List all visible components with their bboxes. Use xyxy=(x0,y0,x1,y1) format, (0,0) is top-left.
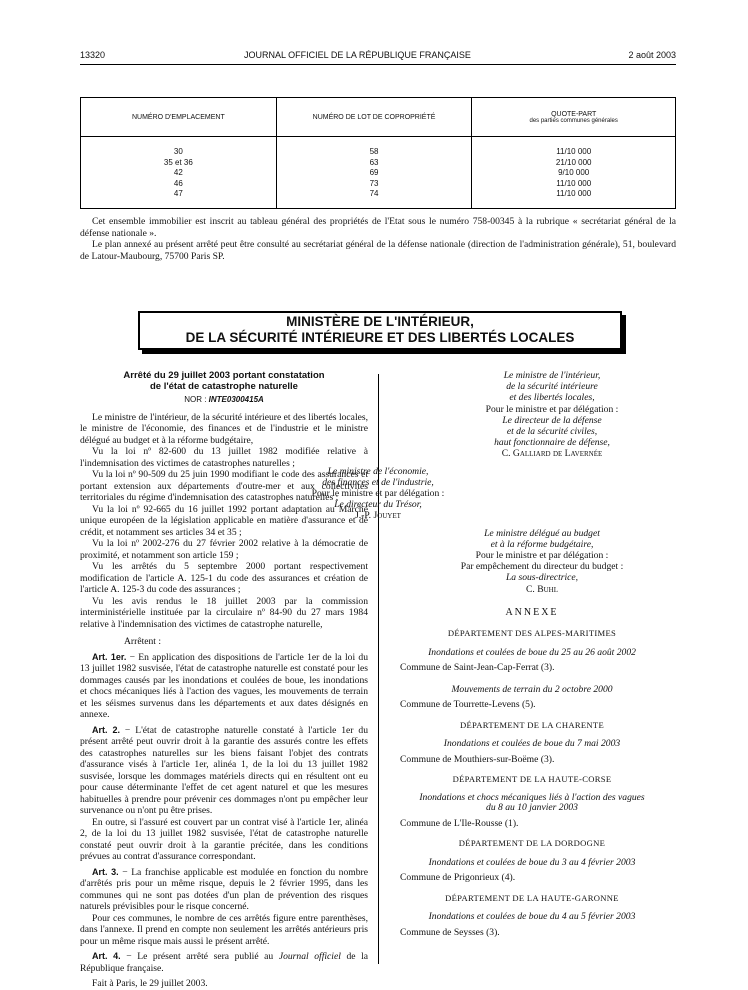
article-text: de la République française. xyxy=(80,951,368,974)
table-cell: 11/10 000 xyxy=(556,189,592,198)
signature-line: Le directeur de la défense xyxy=(502,414,602,426)
signature-line: des finances et de l'industrie, xyxy=(322,476,434,488)
signature-budget xyxy=(408,528,676,595)
page-header xyxy=(80,50,676,62)
note-paragraph: Le plan annexé au présent arrêté peut être consulté au secrétariat général de la défense nationale (direction de l'administration générale), 51, boulevard de Latour-Maubourg, 75700 Paris SP. xyxy=(80,239,676,262)
article-label: Art. 2. xyxy=(92,724,121,735)
signatory-name: C. Buhl xyxy=(526,583,558,595)
arrete-title-line: Arrêté du 29 juillet 2003 portant constatation xyxy=(123,370,325,381)
column-header xyxy=(472,98,676,137)
signatory-name: C. Galliard de Lavernée xyxy=(501,448,603,460)
signature-line: Par empêchement du directeur du budget : xyxy=(460,561,624,573)
article-label: Art. 3. xyxy=(92,866,119,877)
event-line: Inondations et chocs mécaniques liés à l'action des vagues xyxy=(419,791,645,803)
arrete-title-line: de l'état de catastrophe naturelle xyxy=(150,381,298,392)
commune-line: Commune de Tourrette-Levens (5). xyxy=(400,699,536,711)
preamble-paragraph: Vu les arrêtés du 5 septembre 2000 portant respectivement modification de l'article A. 125-1 du code des assurances et création de l'article A. 125-3 du code des assurances ; xyxy=(80,561,368,595)
article-3-paragraph: Pour ces communes, le nombre de ces arrêtés figure entre parenthèses, dans l'annexe. Il prend en compte non seulement les arrêtés antérieurs pris pour un même risque mais aussi le présent arrêté. xyxy=(80,912,368,947)
nor-reference xyxy=(80,394,368,406)
table-cell: 11/10 000 xyxy=(556,178,592,188)
table-cell: 35 et 36 xyxy=(163,157,193,167)
preamble-paragraph: Vu la loi nº 2002-276 du 27 février 2002 relative à la démocratie de proximité, et notamment son article 159 ; xyxy=(80,538,368,561)
event-description xyxy=(388,793,676,814)
preamble-paragraph: Vu la loi nº 82-600 du 13 juillet 1982 modifiée relative à l'indemnisation des victimes de catastrophes naturelles ; xyxy=(80,446,368,469)
signature-line: Pour le ministre et par délégation : xyxy=(475,550,609,562)
signature-line: Pour le ministre et par délégation : xyxy=(311,488,445,500)
table-column-lot xyxy=(276,137,472,209)
ministry-line: DE LA SÉCURITÉ INTÉRIEURE ET DES LIBERTÉS LOCALES xyxy=(185,330,575,345)
right-column xyxy=(311,370,676,938)
article-label: Art. 4. xyxy=(92,951,121,961)
table-cell: 58 xyxy=(369,147,379,156)
signature-line: et des libertés locales, xyxy=(509,392,595,404)
nor-code: INTE0300415A xyxy=(208,395,264,404)
event-description: Inondations et coulées de boue du 7 mai 2003 xyxy=(443,738,621,750)
table-cell: 9/10 000 xyxy=(558,168,590,177)
arrete-title xyxy=(80,370,368,392)
fait-a-paris: Fait à Paris, le 29 juillet 2003. xyxy=(92,978,208,989)
preamble-paragraph: Vu les avis rendus le 18 juillet 2003 par la commission interministérielle instituée par la circulaire nº 84-90 du 27 mars 1984 relative à l'indemnisation des victimes de catastrophe naturelle, xyxy=(80,595,368,630)
table-cell: 42 xyxy=(173,168,183,177)
signature-line: La sous-directrice, xyxy=(505,572,579,584)
table-cell: 46 xyxy=(173,178,183,188)
article-2 xyxy=(80,725,368,817)
column-header-title: QUOTE-PART xyxy=(551,110,597,118)
table-cell: 47 xyxy=(173,189,183,198)
commune-line: Commune de L'Ile-Rousse (1). xyxy=(400,817,519,829)
departement-heading: DÉPARTEMENT DES ALPES-MARITIMES xyxy=(447,628,617,639)
article-text: − Le présent arrêté sera publié au xyxy=(120,951,279,962)
signature-line: de la sécurité intérieure xyxy=(506,381,598,393)
departement-heading: DÉPARTEMENT DE LA CHARENTE xyxy=(459,719,605,730)
article-3 xyxy=(80,867,368,913)
signature-line: Le ministre de l'intérieur, xyxy=(503,370,601,381)
lots-table xyxy=(80,97,676,209)
arretent: Arrêtent : xyxy=(124,636,162,647)
article-label: Art. 1er. xyxy=(92,651,127,662)
signature-line: Pour le ministre et par délégation : xyxy=(485,403,619,415)
table-cell: 63 xyxy=(369,157,379,167)
event-description: Inondations et coulées de boue du 4 au 5 février 2003 xyxy=(428,911,636,923)
nor-label: NOR : xyxy=(184,395,207,404)
table-notes xyxy=(80,216,676,262)
commune-line: Commune de Seysses (3). xyxy=(400,926,500,938)
ministry-heading-box xyxy=(138,311,622,350)
table-cell: 30 xyxy=(173,147,183,156)
preamble-paragraph: Vu la loi nº 90-509 du 25 juin 1990 modifiant le code des assurances et portant extension aux départements d'outre-mer et aux collectivités territoriales du régime d'indemnisation des catastrophes naturelles ; xyxy=(80,469,368,503)
article-text-italic: Journal officiel xyxy=(278,951,341,962)
issue-date: 2 août 2003 xyxy=(628,50,676,60)
departement-heading: DÉPARTEMENT DE LA HAUTE-GARONNE xyxy=(445,892,619,903)
signature-line: Le ministre délégué au budget xyxy=(484,527,600,539)
header-rule xyxy=(80,64,676,65)
signature-line: Le directeur du Trésor, xyxy=(334,499,422,511)
commune-line: Commune de Saint-Jean-Cap-Ferrat (3). xyxy=(400,662,555,674)
event-description: Inondations et coulées de boue du 25 au 26 août 2002 xyxy=(428,646,636,658)
departement-heading: DÉPARTEMENT DE LA HAUTE-CORSE xyxy=(452,774,612,785)
article-1 xyxy=(80,652,368,721)
table-column-quote-part xyxy=(472,137,676,209)
column-header: NUMÉRO D'EMPLACEMENT xyxy=(81,98,277,137)
commune-line: Commune de Mouthiers-sur-Boëme (3). xyxy=(400,753,555,765)
signature-line: Le ministre de l'économie, xyxy=(327,465,429,477)
annexe-title: ANNEXE xyxy=(505,606,559,618)
article-text: − En application des dispositions de l'article 1er de la loi du 13 juillet 1982 susvisée, l'état de catastrophe naturelle est constaté pour les dommages causés par les inondations et coulées de boue, les inondations et chocs mécaniques liés à l'action des vagues, les mouvements de terrain et les séismes survenus dans les départements et aux dates désignés en annexe. xyxy=(80,651,368,720)
ministry-line: MINISTÈRE DE L'INTÉRIEUR, xyxy=(286,314,474,329)
column-divider xyxy=(378,374,379,964)
column-header-subtitle: des parties communes générales xyxy=(529,117,618,124)
table-header-row xyxy=(81,98,676,137)
preamble-paragraph: Le ministre de l'intérieur, de la sécurité intérieure et des libertés locales, le ministre de l'économie, des finances et de l'industrie et le ministre délégué au budget et à la réforme budgétaire, xyxy=(80,411,368,446)
table-cell: 69 xyxy=(369,168,379,177)
event-line: du 8 au 10 janvier 2003 xyxy=(486,802,578,814)
signature-economie xyxy=(228,466,528,522)
signature-interieur xyxy=(428,370,676,460)
signature-line: haut fonctionnaire de défense, xyxy=(494,437,610,449)
page-number: 13320 xyxy=(80,50,106,60)
article-2-paragraph: En outre, si l'assuré est couvert par un contrat visé à l'article 1er, alinéa 2, de la loi du 13 juillet 1982 susvisée, l'état de catastrophe naturelle constaté peut ouvrir droit à la garantie précitée, dans les conditions prévues au contrat d'assurance correspondant. xyxy=(80,816,368,862)
preamble-paragraph: Vu la loi nº 92-665 du 16 juillet 1992 portant adaptation au Marché unique européen de la législation applicable en matière d'assurance et de crédit, et notamment ses articles 34 et 35 ; xyxy=(80,503,368,538)
left-column xyxy=(80,370,368,990)
table-cell: 21/10 000 xyxy=(555,157,592,167)
departement-heading: DÉPARTEMENT DE LA DORDOGNE xyxy=(458,838,606,849)
signatory-name: J.-P. Jouyet xyxy=(355,510,401,522)
column-header: NUMÉRO DE LOT DE COPROPRIÉTÉ xyxy=(276,98,472,137)
table-cell: 73 xyxy=(369,178,379,188)
note-paragraph: Cet ensemble immobilier est inscrit au tableau général des propriétés de l'Etat sous le numéro 758-00345 à la rubrique « secrétariat général de la défense nationale ». xyxy=(80,216,676,239)
signature-line: et à la réforme budgétaire, xyxy=(490,538,594,550)
table-row xyxy=(81,137,676,209)
event-description: Inondations et coulées de boue du 3 au 4 février 2003 xyxy=(428,856,636,868)
article-text: − La franchise applicable est modulée en fonction du nombre d'arrêtés pris pour un même risque, depuis le 2 février 1995, dans les communes qui ne sont pas dotées d'un plan de prévention des risques naturels prévisibles pour le risque concerné. xyxy=(80,866,368,912)
signature-line: et de la sécurité civiles, xyxy=(506,426,598,438)
commune-line: Commune de Prigonrieux (4). xyxy=(400,872,516,884)
journal-title: JOURNAL OFFICIEL DE LA RÉPUBLIQUE FRANÇAISE xyxy=(244,50,471,60)
table-cell: 11/10 000 xyxy=(556,147,592,156)
event-description: Mouvements de terrain du 2 octobre 2000 xyxy=(451,683,613,695)
table-cell: 74 xyxy=(369,189,379,198)
article-4 xyxy=(80,951,368,974)
article-text: − L'état de catastrophe naturelle constaté à l'article 1er du présent arrêté peut ouvrir droit à la garantie des assurés contre les effets des catastrophes naturelles sur les biens faisant l'objet des contrats d'assurance visés à l'article 1er, alinéa 1, de la loi du 13 juillet 1982 susvisée, lorsque les dommages matériels directs qui en résultent ont eu pour cause déterminante l'effet de cet agent naturel et que les mesures habituelles à prendre pour prévenir ces dommages n'ont pu empêcher leur survenance ou n'ont pu être prises. xyxy=(80,724,368,816)
table-column-emplacement xyxy=(81,137,277,209)
